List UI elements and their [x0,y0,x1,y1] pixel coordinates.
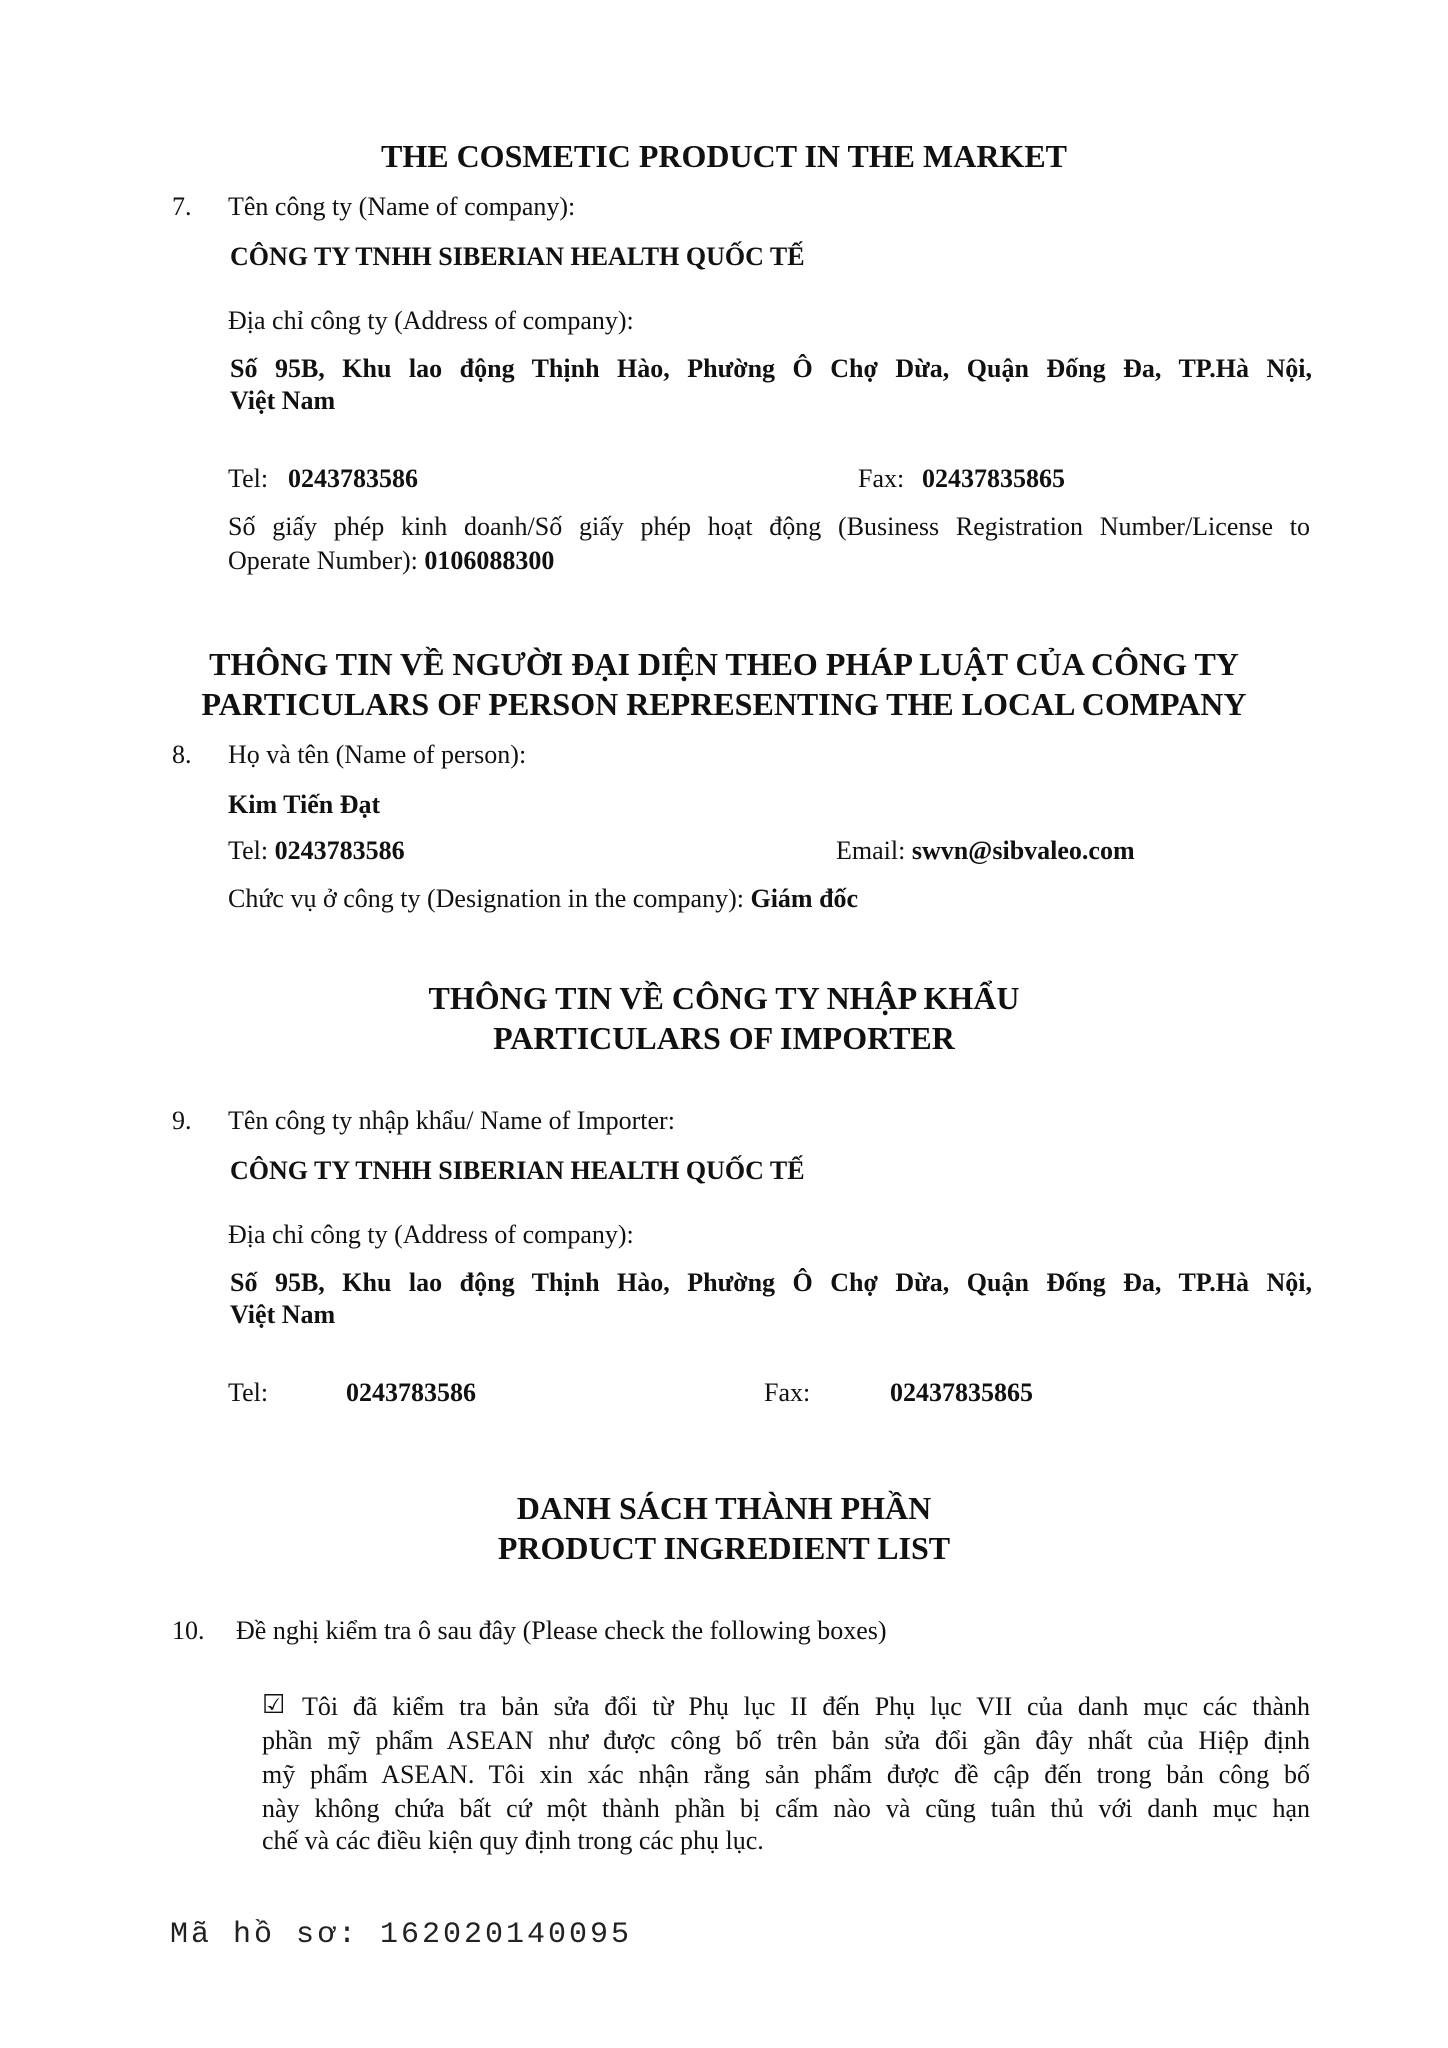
item9-address-line1: Số 95B, Khu lao động Thịnh Hào, Phường Ô Chợ Dừa, Quận Đống Đa, TP.Hà Nội, [230,1268,1312,1297]
section-importer-title-en: PARTICULARS OF IMPORTER [493,1020,955,1056]
item7-license-line1: Số giấy phép kinh doanh/Số giấy phép hoạt động (Business Registration Number/License to [228,512,1310,541]
item8-designation [228,884,858,914]
item8-tel-label: Tel: [228,836,269,865]
declaration-line-1: Tôi đã kiểm tra bản sửa đổi từ Phụ lục II đến Phụ lục VII của danh mục các thành [302,1692,1310,1721]
item10-instruction: Đề nghị kiểm tra ô sau đây (Please check the following boxes) [236,1616,887,1645]
declaration-line-5: chế và các điều kiện quy định trong các phụ lục. [262,1826,764,1855]
item8-email-value: swvn@sibvaleo.com [911,836,1135,865]
item8-tel-value: 0243783586 [274,836,405,865]
item9-tel-value: 0243783586 [346,1378,476,1407]
section-ingredients-title-vi: DANH SÁCH THÀNH PHẦN [516,1490,932,1526]
item8-email-label: Email: [836,836,906,865]
item8-name-label: Họ và tên (Name of person): [228,740,527,769]
item8-name-value: Kim Tiến Đạt [228,790,381,819]
item9-fax-label: Fax: [764,1378,811,1407]
item8-designation-value: Giám đốc [750,884,859,913]
item9-company-label: Tên công ty nhập khẩu/ Name of Importer: [228,1106,675,1135]
item9-tel-label: Tel: [228,1378,269,1407]
item10-number: 10. [172,1616,205,1645]
declaration-checkbox[interactable]: ☑ [262,1690,286,1719]
item9-address-label: Địa chỉ công ty (Address of company): [228,1220,634,1249]
item9-company-name: CÔNG TY TNHH SIBERIAN HEALTH QUỐC TẾ [230,1156,805,1185]
item7-company-label: Tên công ty (Name of company): [228,192,576,221]
item8-tel [228,836,405,866]
record-code: Mã hồ sơ: 162020140095 [170,1918,633,1952]
item7-address-label: Địa chỉ công ty (Address of company): [228,306,634,335]
item7-tel-value: 0243783586 [288,464,418,493]
item9-fax-value: 02437835865 [890,1378,1033,1407]
item7-fax-label: Fax: [858,464,905,493]
item9-address-line2: Việt Nam [230,1300,336,1329]
item9-number: 9. [172,1106,192,1135]
section-market-title: THE COSMETIC PRODUCT IN THE MARKET [380,138,1068,174]
section-importer-title-vi: THÔNG TIN VỀ CÔNG TY NHẬP KHẨU [428,980,1020,1016]
item8-designation-label: Chức vụ ở công ty (Designation in the company): [228,884,744,913]
item7-address-line1: Số 95B, Khu lao động Thịnh Hào, Phường Ô Chợ Dừa, Quận Đống Đa, TP.Hà Nội, [230,354,1312,383]
declaration-line-4: này không chứa bất cứ một thành phần bị cấm nào và cũng tuân thủ với danh mục hạn [262,1794,1310,1823]
item7-license-line2-label: Operate Number): [228,546,418,575]
item8-number: 8. [172,740,192,769]
item7-license-value: 0106088300 [424,546,555,575]
item7-fax-value: 02437835865 [922,464,1065,493]
item8-email [836,836,1135,866]
declaration-line-3: mỹ phẩm ASEAN. Tôi xin xác nhận rằng sản phẩm được đề cập đến trong bản công bố [262,1760,1310,1789]
item7-company-name: CÔNG TY TNHH SIBERIAN HEALTH QUỐC TẾ [230,242,805,271]
item7-address-line2: Việt Nam [230,386,336,415]
item7-number: 7. [172,192,192,221]
section-ingredients-title-en: PRODUCT INGREDIENT LIST [497,1530,951,1566]
declaration-line-2: phần mỹ phẩm ASEAN như được công bố trên bản sửa đổi gần đây nhất của Hiệp định [262,1726,1310,1755]
item7-license-label [228,546,554,576]
section-rep-title-en: PARTICULARS OF PERSON REPRESENTING THE LOCAL COMPANY [201,686,1247,722]
item7-tel-label: Tel: [228,464,269,493]
section-rep-title-vi: THÔNG TIN VỀ NGƯỜI ĐẠI DIỆN THEO PHÁP LUẬT CỦA CÔNG TY [209,646,1239,682]
